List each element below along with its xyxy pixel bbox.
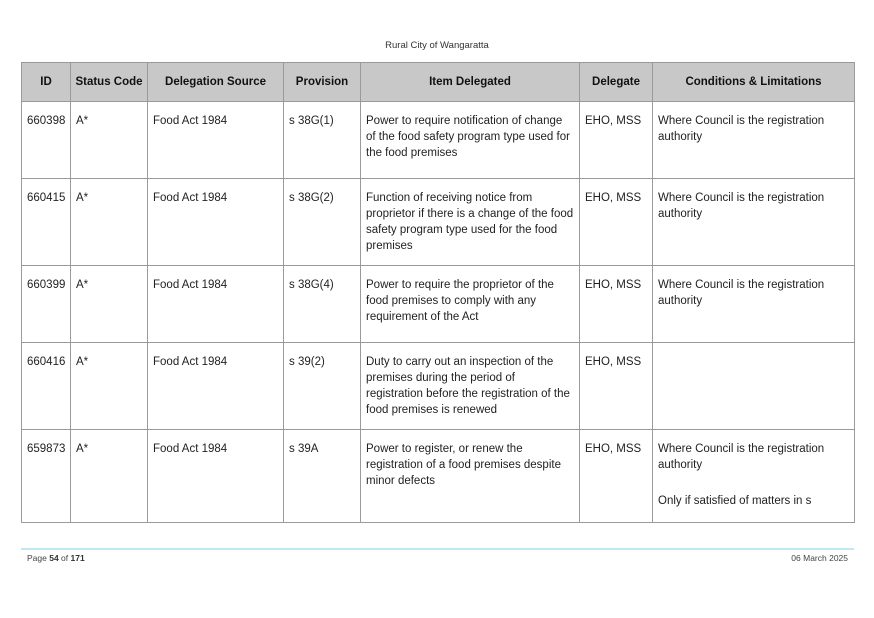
column-header-id: ID (22, 63, 71, 102)
cell-item-delegated: Power to register, or renew the registration of a food premises despite minor defects (361, 430, 580, 523)
cell-item-delegated: Function of receiving notice from proprietor if there is a change of the food safety program type used for the food premises (361, 179, 580, 266)
cell-status-code: A* (71, 266, 148, 343)
delegations-table (21, 62, 855, 523)
cell-delegate: EHO, MSS (580, 266, 653, 343)
cell-conditions (653, 343, 855, 430)
table-header-row (22, 63, 855, 102)
cell-item-delegated: Power to require the proprietor of the food premises to comply with any requirement of the Act (361, 266, 580, 343)
document-date: 06 March 2025 (791, 553, 848, 563)
cell-delegation-source: Food Act 1984 (148, 179, 284, 266)
cell-delegate: EHO, MSS (580, 430, 653, 523)
cell-id: 660399 (22, 266, 71, 343)
cell-conditions (653, 266, 855, 343)
table-row (22, 343, 855, 430)
cell-conditions (653, 430, 855, 523)
footer-divider (21, 548, 854, 550)
table-row (22, 102, 855, 179)
cell-delegate: EHO, MSS (580, 179, 653, 266)
cell-provision: s 38G(1) (284, 102, 361, 179)
column-header-status-code: Status Code (71, 63, 148, 102)
cell-provision: s 38G(2) (284, 179, 361, 266)
column-header-provision: Provision (284, 63, 361, 102)
table-row (22, 179, 855, 266)
cell-delegation-source: Food Act 1984 (148, 343, 284, 430)
cell-delegation-source: Food Act 1984 (148, 430, 284, 523)
table-row (22, 266, 855, 343)
column-header-item-delegated: Item Delegated (361, 63, 580, 102)
cell-id: 660416 (22, 343, 71, 430)
column-header-delegation-source: Delegation Source (148, 63, 284, 102)
page-of: of (58, 553, 71, 563)
cell-id: 659873 (22, 430, 71, 523)
page-current: 54 (49, 553, 59, 563)
cell-provision: s 38G(4) (284, 266, 361, 343)
column-header-conditions: Conditions & Limitations (653, 63, 855, 102)
cell-delegate: EHO, MSS (580, 102, 653, 179)
conditions-text: Where Council is the registration authority (658, 443, 825, 471)
page-prefix: Page (27, 553, 50, 563)
cell-delegate: EHO, MSS (580, 343, 653, 430)
cell-status-code: A* (71, 102, 148, 179)
conditions-text: Where Council is the registration authority (658, 279, 825, 307)
conditions-text: Where Council is the registration authority (658, 115, 825, 143)
cell-provision: s 39(2) (284, 343, 361, 430)
cell-item-delegated: Duty to carry out an inspection of the premises during the period of registration before the registration of the food premises is renewed (361, 343, 580, 430)
cell-id: 660415 (22, 179, 71, 266)
conditions-extra-text: Only if satisfied of matters in s (658, 495, 812, 507)
cell-delegation-source: Food Act 1984 (148, 266, 284, 343)
cell-status-code: A* (71, 179, 148, 266)
conditions-text: Where Council is the registration authority (658, 192, 825, 220)
table-row (22, 430, 855, 523)
cell-status-code: A* (71, 343, 148, 430)
cell-delegation-source: Food Act 1984 (148, 102, 284, 179)
cell-conditions (653, 102, 855, 179)
page-number (27, 553, 85, 563)
column-header-delegate: Delegate (580, 63, 653, 102)
page-total: 171 (70, 553, 85, 563)
cell-status-code: A* (71, 430, 148, 523)
cell-item-delegated: Power to require notification of change of the food safety program type used for the food premises (361, 102, 580, 179)
cell-conditions (653, 179, 855, 266)
document-header: Rural City of Wangaratta (385, 40, 489, 51)
cell-id: 660398 (22, 102, 71, 179)
cell-provision: s 39A (284, 430, 361, 523)
